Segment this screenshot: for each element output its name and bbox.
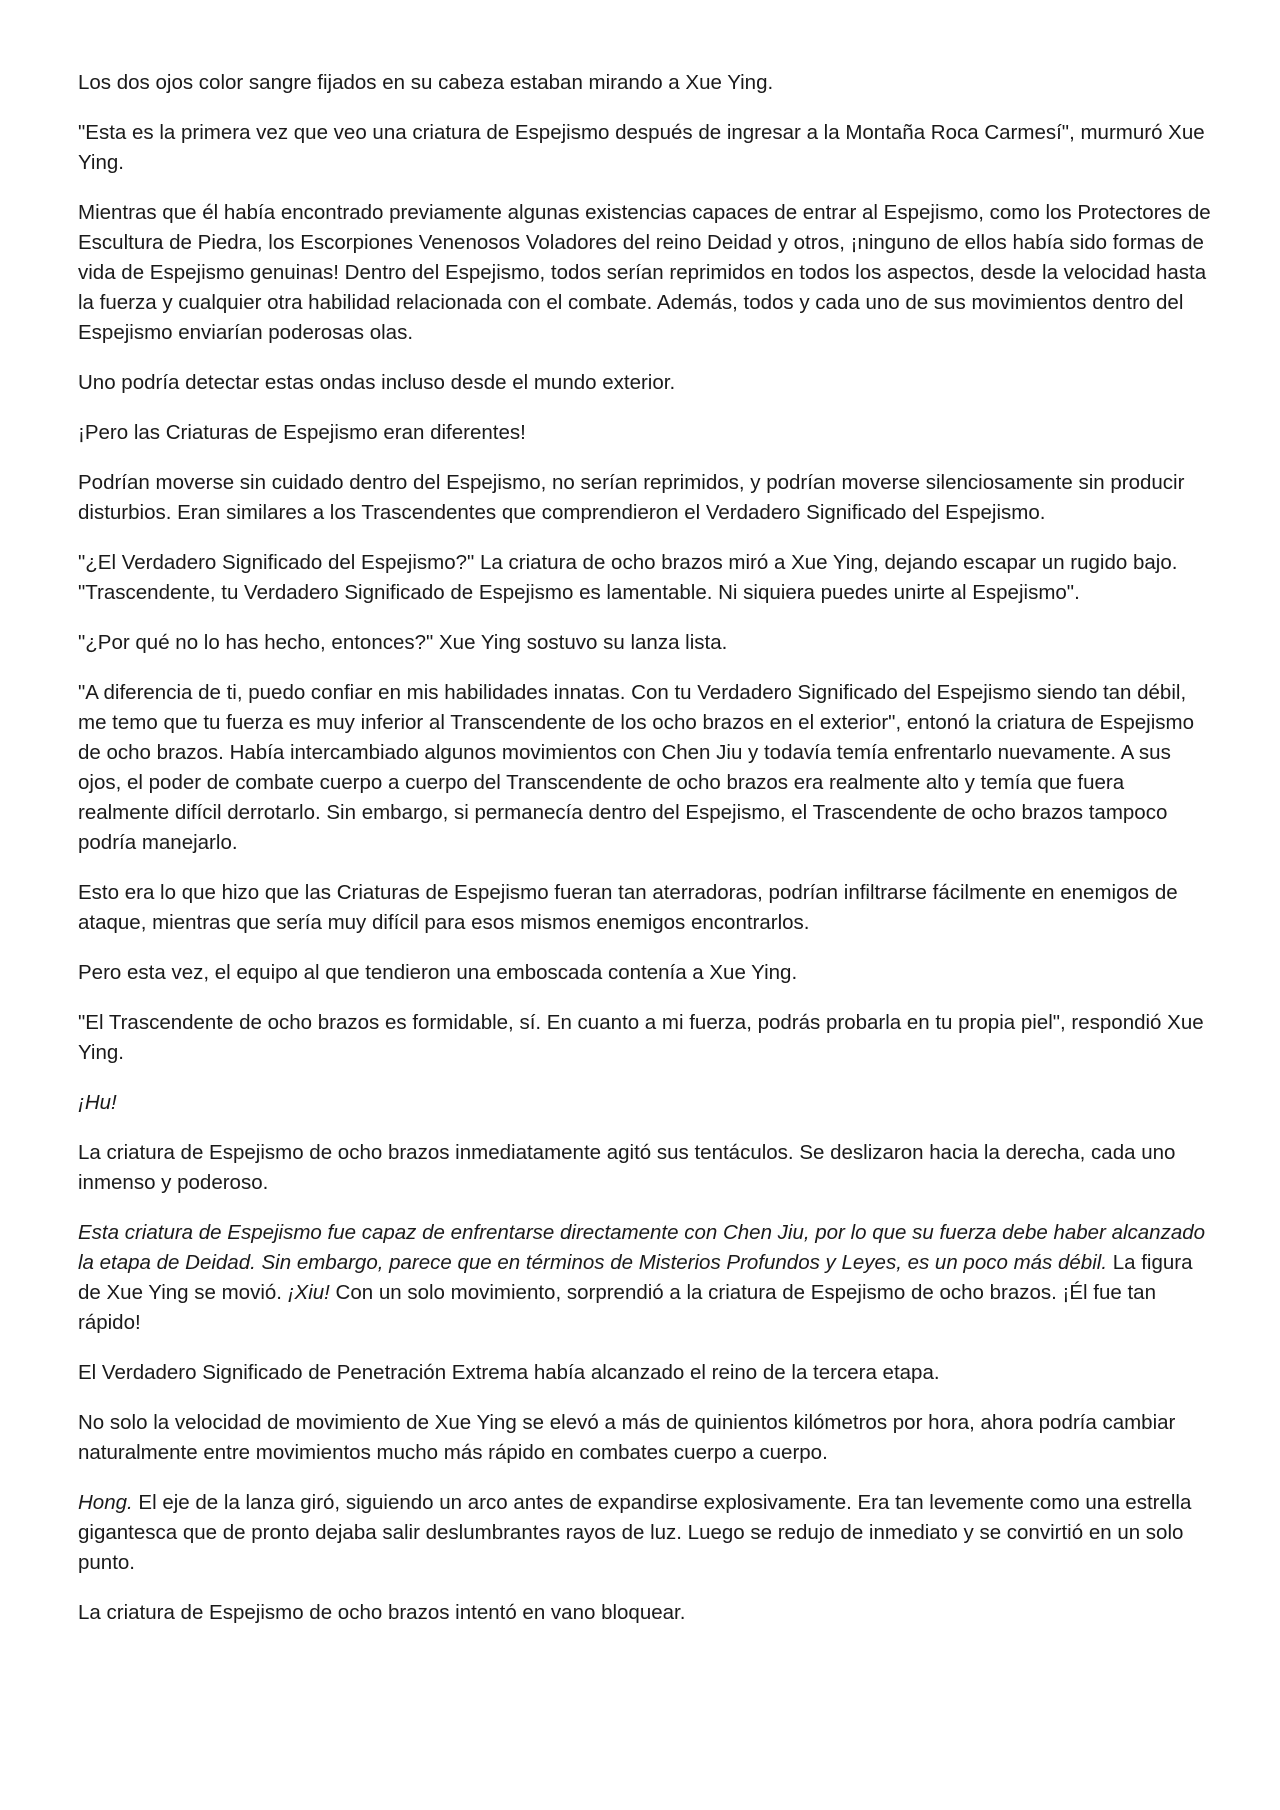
italic-text-segment: Hong. (78, 1491, 133, 1514)
paragraph (78, 1408, 1212, 1468)
text-segment: Pero esta vez, el equipo al que tendieron una emboscada contenía a Xue Ying. (78, 961, 798, 984)
text-segment: Podrían moverse sin cuidado dentro del Espejismo, no serían reprimidos, y podrían moverse silenciosamente sin producir disturbios. Eran similares a los Trascendentes que comprendieron el Verdadero Significado del Espejismo. (78, 471, 1185, 524)
paragraph (78, 368, 1212, 398)
paragraph (78, 548, 1212, 608)
text-segment: ¡Pero las Criaturas de Espejismo eran diferentes! (78, 421, 526, 444)
paragraph (78, 958, 1212, 988)
text-segment: Uno podría detectar estas ondas incluso desde el mundo exterior. (78, 371, 676, 394)
paragraph (78, 418, 1212, 448)
paragraph (78, 468, 1212, 528)
text-segment: Esto era lo que hizo que las Criaturas de Espejismo fueran tan aterradoras, podrían infiltrarse fácilmente en enemigos de ataque, mientras que sería muy difícil para esos mismos enemigos encontrarlos. (78, 881, 1178, 934)
text-segment: "¿El Verdadero Significado del Espejismo?" La criatura de ocho brazos miró a Xue Ying, dejando escapar un rugido bajo. "Trascendente, tu Verdadero Significado de Espejismo es lamentable. Ni siquiera puedes unirte al Espejismo". (78, 551, 1178, 604)
text-segment: El eje de la lanza giró, siguiendo un arco antes de expandirse explosivamente. Era tan levemente como una estrella gigantesca que de pronto dejaba salir deslumbrantes rayos de luz. Luego se redujo de inmediato y se convirtió en un solo punto. (78, 1491, 1192, 1574)
paragraph (78, 628, 1212, 658)
text-segment: No solo la velocidad de movimiento de Xue Ying se elevó a más de quinientos kilómetros por hora, ahora podría cambiar naturalmente entre movimientos mucho más rápido en combates cuerpo a cuerpo. (78, 1411, 1176, 1464)
paragraph (78, 118, 1212, 178)
italic-text-segment: ¡Xiu! (287, 1281, 330, 1304)
text-segment: El Verdadero Significado de Penetración Extrema había alcanzado el reino de la tercera etapa. (78, 1361, 940, 1384)
paragraph (78, 1088, 1212, 1118)
text-segment: "¿Por qué no lo has hecho, entonces?" Xue Ying sostuvo su lanza lista. (78, 631, 728, 654)
paragraph (78, 1218, 1212, 1338)
text-segment: La criatura de Espejismo de ocho brazos inmediatamente agitó sus tentáculos. Se deslizaron hacia la derecha, cada uno inmenso y poderoso. (78, 1141, 1176, 1194)
text-segment: "Esta es la primera vez que veo una criatura de Espejismo después de ingresar a la Montaña Roca Carmesí", murmuró Xue Ying. (78, 121, 1205, 174)
text-segment: La criatura de Espejismo de ocho brazos intentó en vano bloquear. (78, 1601, 686, 1624)
paragraph (78, 1138, 1212, 1198)
italic-text-segment: ¡Hu! (78, 1091, 117, 1114)
text-segment: La figura de Xue Ying se movió. (78, 1251, 1193, 1304)
paragraph (78, 1008, 1212, 1068)
paragraph (78, 1358, 1212, 1388)
paragraph (78, 198, 1212, 348)
paragraph (78, 1488, 1212, 1578)
text-segment: Mientras que él había encontrado previamente algunas existencias capaces de entrar al Espejismo, como los Protectores de Escultura de Piedra, los Escorpiones Venenosos Voladores del reino Deidad y otros, ¡ninguno de ellos había sido formas de vida de Espejismo genuinas! Dentro del Espejismo, todos serían reprimidos en todos los aspectos, desde la velocidad hasta la fuerza y cualquier otra habilidad relacionada con el combate. Además, todos y cada uno de sus movimientos dentro del Espejismo enviarían poderosas olas. (78, 201, 1211, 344)
italic-text-segment: Esta criatura de Espejismo fue capaz de enfrentarse directamente con Chen Jiu, por lo que su fuerza debe haber alcanzado la etapa de Deidad. Sin embargo, parece que en términos de Misterios Profundos y Leyes, es un poco más débil. (78, 1221, 1206, 1274)
text-segment: "A diferencia de ti, puedo confiar en mis habilidades innatas. Con tu Verdadero Significado del Espejismo siendo tan débil, me temo que tu fuerza es muy inferior al Transcendente de los ocho brazos en el exterior", entonó la criatura de Espejismo de ocho brazos. Había intercambiado algunos movimientos con Chen Jiu y todavía temía enfrentarlo nuevamente. A sus ojos, el poder de combate cuerpo a cuerpo del Transcendente de ocho brazos era realmente alto y temía que fuera realmente difícil derrotarlo. Sin embargo, si permanecía dentro del Espejismo, el Trascendente de ocho brazos tampoco podría manejarlo. (78, 681, 1195, 854)
paragraph (78, 678, 1212, 858)
paragraph (78, 878, 1212, 938)
paragraph (78, 68, 1212, 98)
document-page (78, 68, 1212, 1648)
text-segment: "El Trascendente de ocho brazos es formidable, sí. En cuanto a mi fuerza, podrás probarla en tu propia piel", respondió Xue Ying. (78, 1011, 1204, 1064)
text-segment: Los dos ojos color sangre fijados en su cabeza estaban mirando a Xue Ying. (78, 71, 774, 94)
text-segment: Con un solo movimiento, sorprendió a la criatura de Espejismo de ocho brazos. ¡Él fue tan rápido! (78, 1281, 1156, 1334)
paragraph (78, 1598, 1212, 1628)
